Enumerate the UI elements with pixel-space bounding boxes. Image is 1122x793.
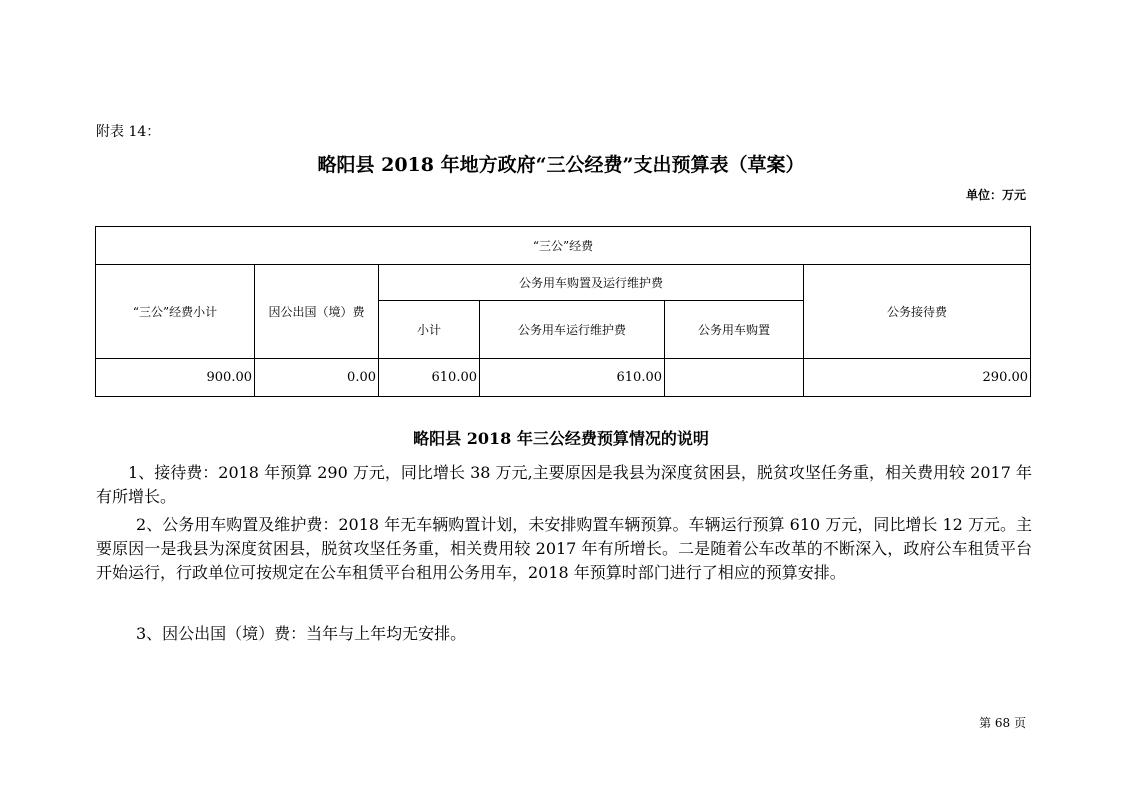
value-subtotal-all: 900.00 [96,359,255,397]
unit-label: 单位：万元 [965,188,1026,202]
header-overseas: 因公出国（境）费 [255,265,379,359]
group-header-cell: “三公”经费 [96,227,1031,265]
value-vehicle-purchase [665,359,804,397]
header-vehicle-operation: 公务用车运行维护费 [480,301,665,359]
header-vehicle-group: 公务用车购置及运行维护费 [379,265,804,301]
header-vehicle-subtotal: 小计 [379,301,480,359]
header-subtotal-all: “三公”经费小计 [96,265,255,359]
table-header-row [96,265,1031,301]
value-reception: 290.00 [804,359,1031,397]
budget-table [95,226,1031,397]
value-overseas: 0.00 [255,359,379,397]
explanation-paragraph-overseas: 3、因公出国（境）费：当年与上年均无安排。 [136,624,467,643]
explanation-paragraph-reception: 1、接待费：2018 年预算 290 万元，同比增长 38 万元,主要原因是我县为深度贫困县，脱贫攻坚任务重，相关费用较 2017 年有所增长。 [96,463,1032,506]
explanation-title: 略阳县 2018 年三公经费预算情况的说明 [413,429,709,448]
document-title: 略阳县 2018 年地方政府“三公经费”支出预算表（草案） [317,154,805,176]
value-vehicle-operation: 610.00 [480,359,665,397]
page-number: 第 68 页 [979,716,1026,730]
explanation-paragraph-vehicle: 2、公务用车购置及维护费：2018 年无车辆购置计划，未安排购置车辆预算。车辆运行预算 610 万元，同比增长 12 万元。主要原因一是我县为深度贫困县，脱贫攻坚任务重，相关费用较 2017 年有所增长。二是随着公车改革的不断深入，政府公车租赁平台开始运行，行政单位可按规定在公车租赁平台租用公务用车，2018 年预算时部门进行了相应的预算安排。 [96,515,1032,582]
header-reception: 公务接待费 [804,265,1031,359]
table-header-row [96,227,1031,265]
table-row [96,359,1031,397]
value-vehicle-subtotal: 610.00 [379,359,480,397]
appendix-label: 附表 14： [96,124,161,140]
header-vehicle-purchase: 公务用车购置 [665,301,804,359]
